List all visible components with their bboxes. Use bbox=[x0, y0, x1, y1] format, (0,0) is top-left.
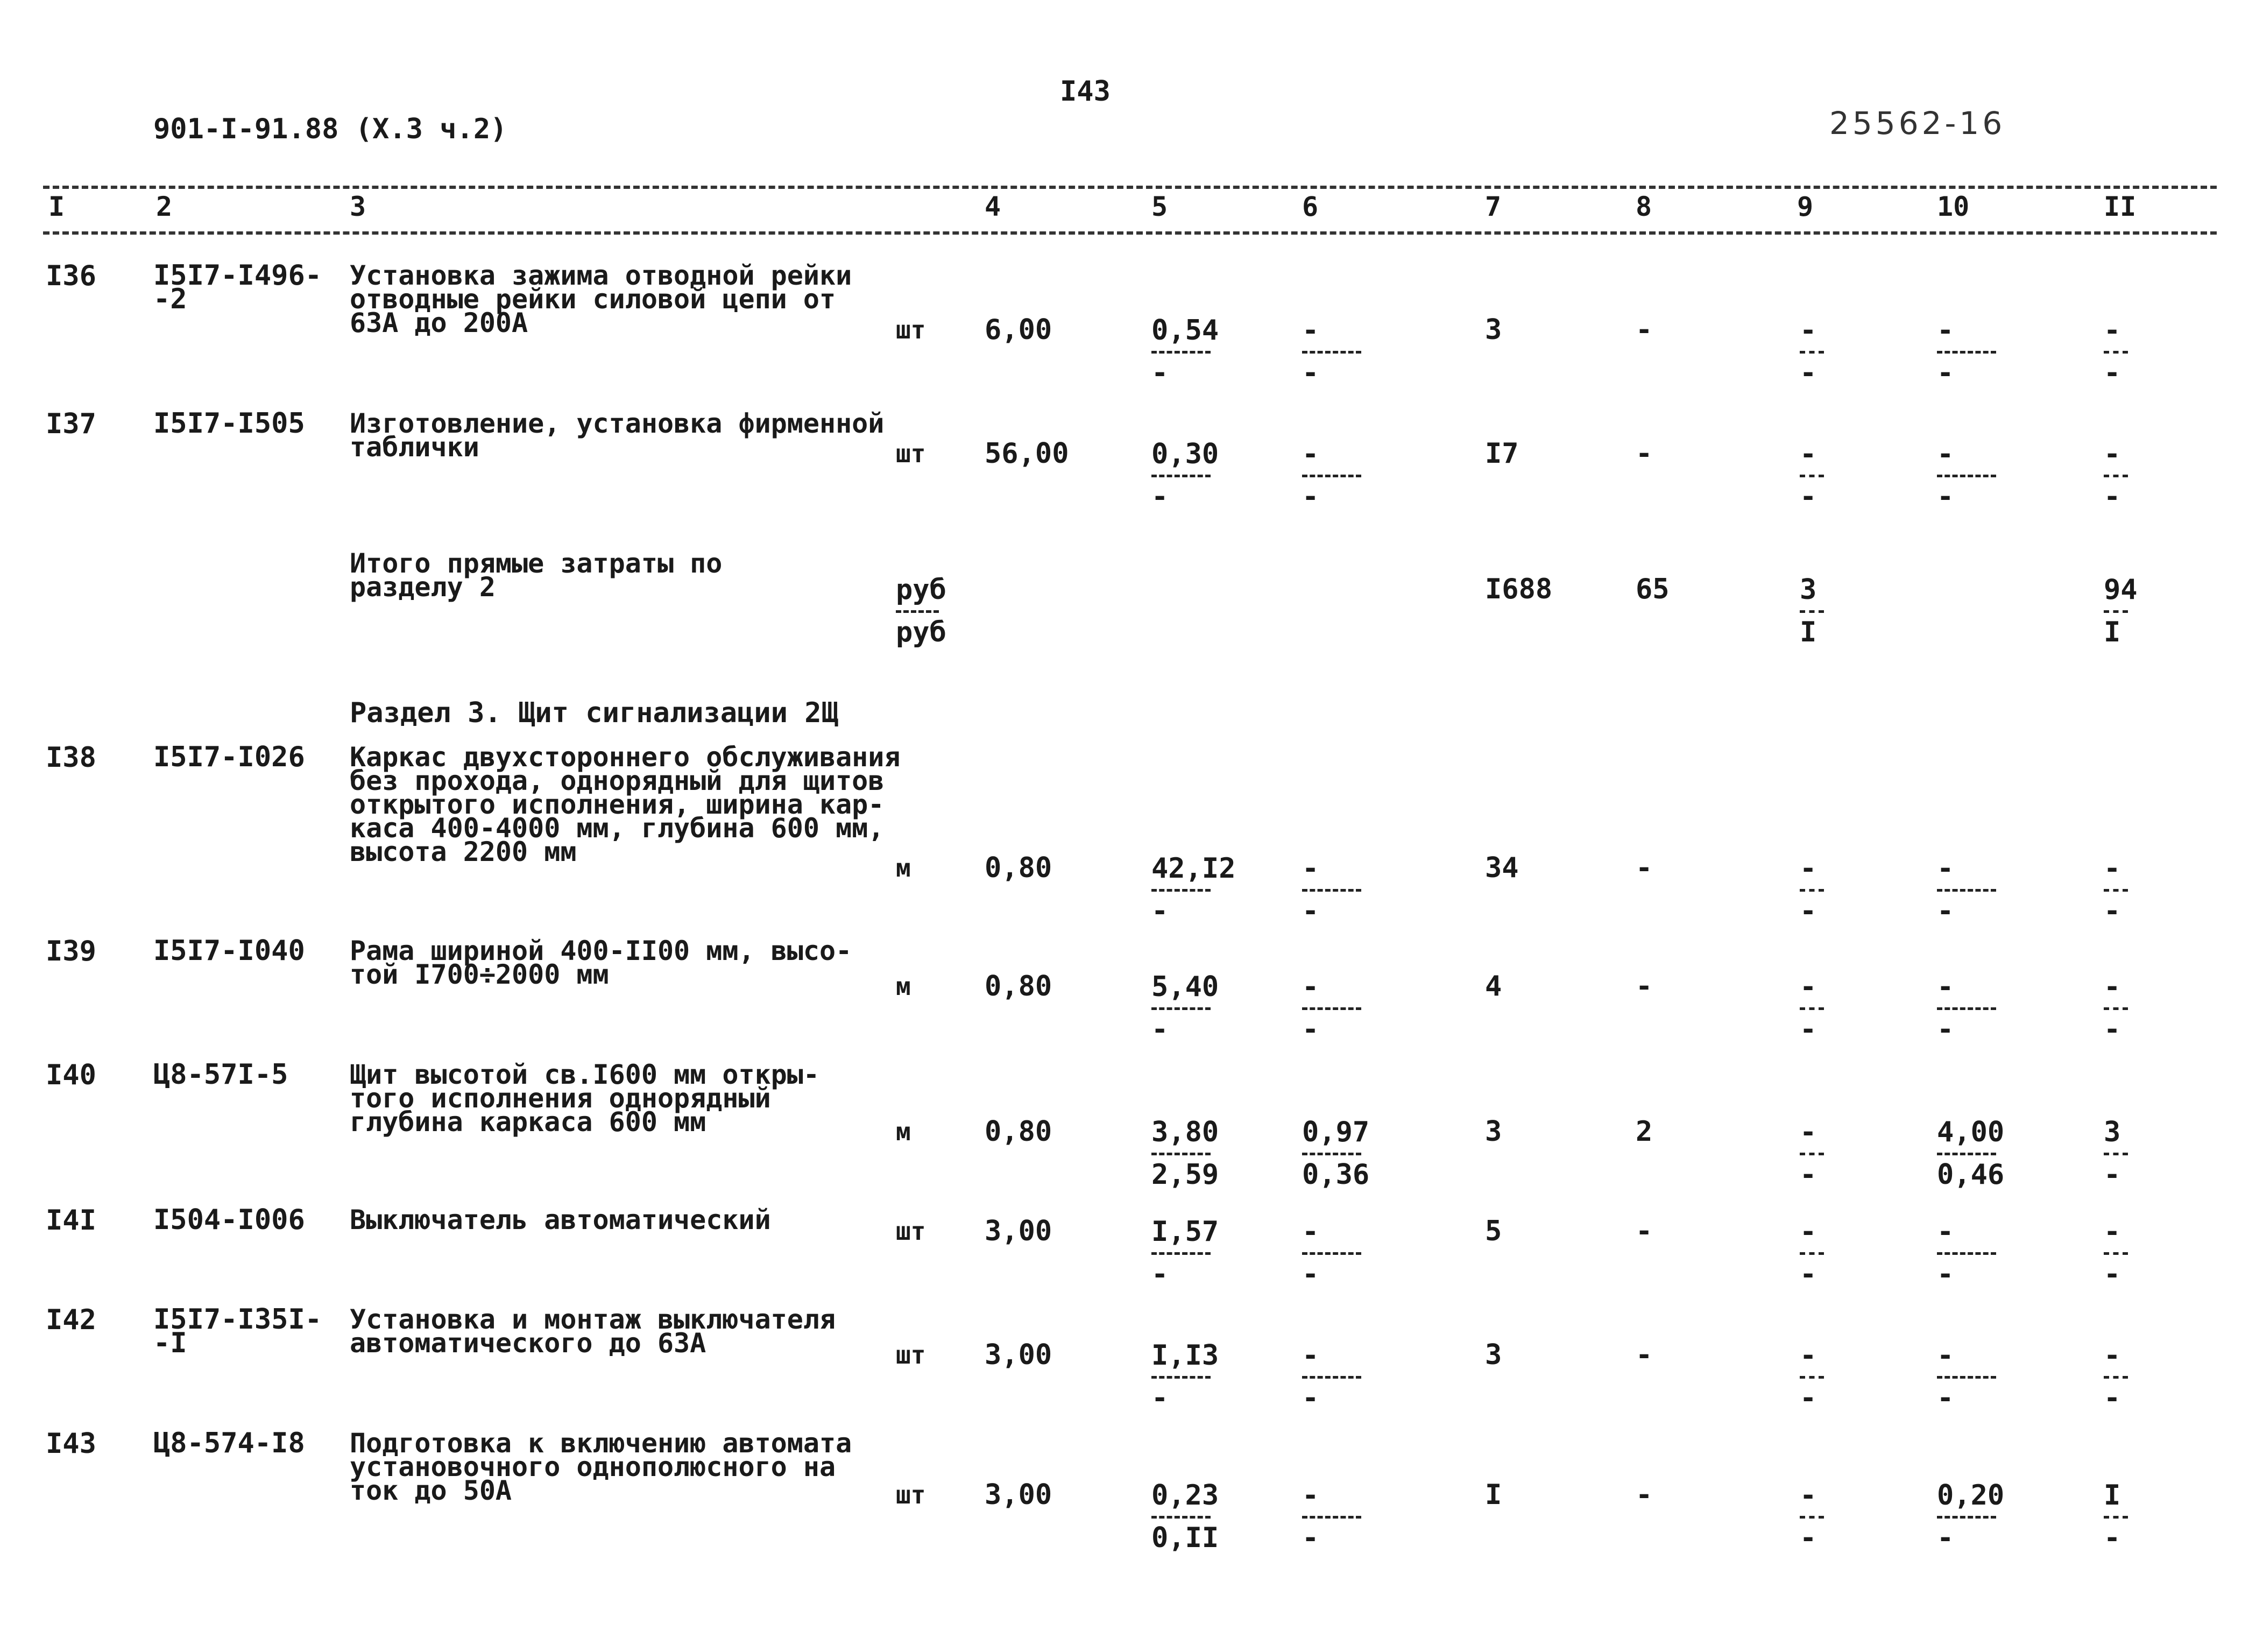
row-col10-bottom: - bbox=[1937, 895, 1954, 927]
row-col6-top: - bbox=[1302, 971, 1319, 1003]
row-col9-bottom: - bbox=[1800, 895, 1817, 927]
row-col11 bbox=[2104, 1118, 2128, 1189]
row-number: I42 bbox=[46, 1304, 96, 1336]
row-col5-top: 0,23 bbox=[1151, 1479, 1219, 1512]
fraction-bar bbox=[1800, 1516, 1824, 1519]
row-description: Выключатель автоматический bbox=[350, 1204, 771, 1236]
row-col9-top: - bbox=[1800, 1339, 1817, 1372]
row-col9-top: - bbox=[1800, 971, 1817, 1003]
row-col11-bottom: - bbox=[2104, 1013, 2121, 1046]
row-col10 bbox=[1937, 852, 1996, 927]
row-code: I5I7-I505 bbox=[153, 407, 305, 440]
row-col11-top: - bbox=[2104, 852, 2121, 885]
row-col6 bbox=[1302, 316, 1361, 387]
row-col9-top: - bbox=[1800, 1479, 1817, 1512]
row-col5-bottom: - bbox=[1151, 895, 1169, 927]
row-col9-bottom: - bbox=[1800, 1258, 1817, 1290]
row-col11-top: I bbox=[2104, 1479, 2121, 1512]
row-col5 bbox=[1151, 1218, 1219, 1288]
row-col9 bbox=[1800, 971, 1824, 1046]
row-col5-top: 42,I2 bbox=[1151, 852, 1236, 885]
row-col6-top: - bbox=[1302, 1216, 1319, 1248]
fraction-bar bbox=[2104, 1007, 2128, 1010]
row-col10 bbox=[1937, 316, 1996, 387]
col-header-7: 7 bbox=[1485, 191, 1502, 222]
col-header-4: 4 bbox=[985, 191, 1001, 222]
row-col10-top: - bbox=[1937, 438, 1954, 470]
row-col9-top: - bbox=[1800, 852, 1817, 885]
row-quantity: 56,00 bbox=[985, 437, 1069, 470]
row-col5 bbox=[1151, 440, 1219, 511]
row-col10 bbox=[1937, 971, 1996, 1046]
fraction-bar bbox=[1302, 889, 1361, 892]
page-number: I43 bbox=[1060, 75, 1111, 108]
subtotal-unit-top: руб bbox=[896, 574, 946, 606]
row-description: Рама шириной 400-II00 мм, высо- той I700÷2000 мм bbox=[350, 935, 852, 990]
row-col5-bottom: - bbox=[1151, 481, 1169, 513]
row-col7: 5 bbox=[1485, 1215, 1502, 1247]
row-col6-bottom: - bbox=[1302, 1382, 1319, 1414]
fraction-bar bbox=[1800, 610, 1824, 613]
row-col6-bottom: - bbox=[1302, 357, 1319, 389]
row-col8: - bbox=[1636, 1339, 1653, 1371]
row-col11 bbox=[2104, 971, 2128, 1046]
row-col9-bottom: - bbox=[1800, 357, 1817, 389]
row-col8: - bbox=[1636, 852, 1653, 884]
fraction-bar bbox=[1800, 475, 1824, 477]
row-col5-bottom: - bbox=[1151, 1258, 1169, 1290]
row-col6-top: - bbox=[1302, 314, 1319, 347]
col-header-3: 3 bbox=[350, 191, 366, 222]
row-description: Установка и монтаж выключателя автоматического до 63А bbox=[350, 1304, 836, 1359]
row-col9 bbox=[1800, 852, 1824, 927]
row-col10-bottom: - bbox=[1937, 1258, 1954, 1290]
row-col6 bbox=[1302, 971, 1361, 1046]
row-col10-top: - bbox=[1937, 1216, 1954, 1248]
row-col8: - bbox=[1636, 970, 1653, 1003]
col-header-1: I bbox=[48, 191, 65, 222]
col-header-8: 8 bbox=[1636, 191, 1652, 222]
row-col9 bbox=[1800, 1218, 1824, 1288]
row-col8: - bbox=[1636, 314, 1653, 346]
row-col11-bottom: - bbox=[2104, 481, 2121, 513]
row-col10-top: - bbox=[1937, 852, 1954, 885]
row-col11-bottom: - bbox=[2104, 1522, 2121, 1554]
row-col6 bbox=[1302, 1218, 1361, 1288]
row-col6-top: - bbox=[1302, 1479, 1319, 1512]
fraction-bar bbox=[1302, 351, 1361, 354]
row-col11 bbox=[2104, 1218, 2128, 1288]
row-col5-bottom: - bbox=[1151, 1013, 1169, 1046]
row-col9 bbox=[1800, 440, 1824, 511]
row-unit: м bbox=[896, 853, 911, 883]
col-header-11: II bbox=[2104, 191, 2137, 222]
row-col11-top: - bbox=[2104, 438, 2121, 470]
row-col5 bbox=[1151, 852, 1236, 927]
col-header-10: 10 bbox=[1937, 191, 1970, 222]
row-col8: - bbox=[1636, 437, 1653, 470]
row-col5-top: I,I3 bbox=[1151, 1339, 1219, 1372]
row-col11 bbox=[2104, 1339, 2128, 1414]
section-title: Раздел 3. Щит сигнализации 2Щ bbox=[350, 697, 838, 729]
row-col11 bbox=[2104, 852, 2128, 927]
row-number: I38 bbox=[46, 742, 96, 774]
row-unit: шт bbox=[896, 439, 926, 468]
row-code: I5I7-I496- -2 bbox=[153, 259, 322, 315]
col-header-5: 5 bbox=[1151, 191, 1168, 222]
fraction-bar bbox=[1800, 1007, 1824, 1010]
row-col10 bbox=[1937, 440, 1996, 511]
fraction-bar bbox=[1937, 475, 1996, 477]
row-col9 bbox=[1800, 1481, 1824, 1552]
fraction-bar bbox=[896, 610, 939, 613]
fraction-bar bbox=[1800, 1153, 1824, 1155]
subtotal-unit bbox=[896, 576, 946, 646]
fraction-bar bbox=[2104, 1153, 2128, 1155]
row-quantity: 0,80 bbox=[985, 852, 1052, 884]
fraction-bar bbox=[1151, 1007, 1211, 1010]
row-col6-bottom: 0,36 bbox=[1302, 1159, 1370, 1191]
row-col9 bbox=[1800, 316, 1824, 387]
row-description: Изготовление, установка фирменной таблички bbox=[350, 408, 885, 463]
row-col5-top: 3,80 bbox=[1151, 1116, 1219, 1148]
row-col9-bottom: - bbox=[1800, 481, 1817, 513]
fraction-bar bbox=[1151, 1376, 1211, 1379]
row-col6-bottom: - bbox=[1302, 1258, 1319, 1290]
fraction-bar bbox=[1302, 475, 1361, 477]
fraction-bar bbox=[1937, 1153, 1996, 1155]
fraction-bar bbox=[2104, 1376, 2128, 1379]
row-col5 bbox=[1151, 1481, 1219, 1552]
row-col11-bottom: - bbox=[2104, 357, 2121, 389]
row-col8: - bbox=[1636, 1215, 1653, 1247]
fraction-bar bbox=[2104, 1516, 2128, 1519]
row-col10-top: - bbox=[1937, 971, 1954, 1003]
row-col11 bbox=[2104, 316, 2128, 387]
row-unit: шт bbox=[896, 315, 926, 344]
fraction-bar bbox=[1800, 351, 1824, 354]
subtotal-col8: 65 bbox=[1636, 573, 1670, 605]
row-col11-bottom: - bbox=[2104, 1258, 2121, 1290]
row-description: Подготовка к включению автомата установочного однополюсного на ток до 50А bbox=[350, 1428, 852, 1506]
row-col6-bottom: - bbox=[1302, 1013, 1319, 1046]
row-col10-bottom: - bbox=[1937, 1382, 1954, 1414]
row-unit: м bbox=[896, 1117, 911, 1146]
row-description: Каркас двухстороннего обслуживания без прохода, однорядный для щитов открытого исполнения, ширина кар- каса 400-4000 мм, глубина 600 мм, высота 2200 мм bbox=[350, 742, 901, 867]
fraction-bar bbox=[1937, 351, 1996, 354]
row-col10-top: - bbox=[1937, 314, 1954, 347]
subtotal-col11 bbox=[2104, 576, 2138, 646]
row-col9 bbox=[1800, 1339, 1824, 1414]
row-unit: шт bbox=[896, 1480, 926, 1509]
fraction-bar bbox=[1302, 1153, 1361, 1155]
document-stamp: 25562-16 bbox=[1829, 105, 2006, 142]
row-col9-top: - bbox=[1800, 314, 1817, 347]
row-col11-top: 3 bbox=[2104, 1116, 2121, 1148]
row-number: I37 bbox=[46, 408, 96, 440]
row-number: I36 bbox=[46, 260, 96, 292]
row-number: I4I bbox=[46, 1204, 96, 1237]
fraction-bar bbox=[1800, 1252, 1824, 1255]
row-col10 bbox=[1937, 1218, 1996, 1288]
row-col9-bottom: - bbox=[1800, 1382, 1817, 1414]
row-col6-bottom: - bbox=[1302, 1522, 1319, 1554]
row-col6 bbox=[1302, 1118, 1369, 1189]
row-col6-top: - bbox=[1302, 852, 1319, 885]
fraction-bar bbox=[1151, 1153, 1211, 1155]
fraction-bar bbox=[2104, 475, 2128, 477]
subtotal-col11-bottom: I bbox=[2104, 616, 2121, 648]
row-col9-bottom: - bbox=[1800, 1159, 1817, 1191]
row-code: I5I7-I026 bbox=[153, 741, 305, 773]
row-quantity: 0,80 bbox=[985, 1116, 1052, 1148]
fraction-bar bbox=[2104, 610, 2128, 613]
row-quantity: 3,00 bbox=[985, 1339, 1052, 1371]
col-header-9: 9 bbox=[1797, 191, 1814, 222]
header-bottom-rule bbox=[43, 231, 2217, 235]
row-col11-top: - bbox=[2104, 1216, 2121, 1248]
subtotal-col9-bottom: I bbox=[1800, 616, 1817, 648]
subtotal-unit-bottom: руб bbox=[896, 616, 946, 648]
subtotal-col9-top: 3 bbox=[1800, 574, 1817, 606]
row-col9-top: - bbox=[1800, 438, 1817, 470]
row-col5 bbox=[1151, 1339, 1219, 1414]
subtotal-col9 bbox=[1800, 576, 1824, 646]
row-col10-bottom: - bbox=[1937, 481, 1954, 513]
row-col7: I bbox=[1485, 1479, 1502, 1511]
row-col9 bbox=[1800, 1118, 1824, 1189]
fraction-bar bbox=[1151, 1252, 1211, 1255]
row-number: I39 bbox=[46, 935, 96, 968]
row-col5-top: 0,30 bbox=[1151, 438, 1219, 470]
row-col6 bbox=[1302, 852, 1361, 927]
row-col10-bottom: - bbox=[1937, 1013, 1954, 1046]
row-col5 bbox=[1151, 971, 1219, 1046]
fraction-bar bbox=[1800, 1376, 1824, 1379]
row-code: Ц8-574-I8 bbox=[153, 1427, 305, 1459]
row-col6-bottom: - bbox=[1302, 895, 1319, 927]
row-col7: 4 bbox=[1485, 970, 1502, 1003]
row-col5-top: 0,54 bbox=[1151, 314, 1219, 347]
fraction-bar bbox=[1937, 889, 1996, 892]
row-col5-top: I,57 bbox=[1151, 1216, 1219, 1248]
row-quantity: 6,00 bbox=[985, 314, 1052, 346]
fraction-bar bbox=[1302, 1007, 1361, 1010]
row-col7: 3 bbox=[1485, 314, 1502, 346]
row-col8: 2 bbox=[1636, 1116, 1653, 1148]
row-col5-bottom: 0,II bbox=[1151, 1522, 1219, 1554]
row-col7: 34 bbox=[1485, 852, 1519, 884]
fraction-bar bbox=[1937, 1252, 1996, 1255]
subtotal-label: Итого прямые затраты по разделу 2 bbox=[350, 548, 723, 603]
row-col5-bottom: 2,59 bbox=[1151, 1159, 1219, 1191]
row-col7: 3 bbox=[1485, 1339, 1502, 1371]
row-col11-top: - bbox=[2104, 314, 2121, 347]
row-col10-top: - bbox=[1937, 1339, 1954, 1372]
fraction-bar bbox=[1937, 1007, 1996, 1010]
fraction-bar bbox=[1937, 1376, 1996, 1379]
row-col8: - bbox=[1636, 1479, 1653, 1511]
row-col7: 3 bbox=[1485, 1116, 1502, 1148]
row-unit: м bbox=[896, 972, 911, 1001]
row-unit: шт bbox=[896, 1340, 926, 1369]
row-col5-top: 5,40 bbox=[1151, 971, 1219, 1003]
row-col10-bottom: 0,46 bbox=[1937, 1159, 2005, 1191]
row-col9-bottom: - bbox=[1800, 1522, 1817, 1554]
row-col10-bottom: - bbox=[1937, 1522, 1954, 1554]
subtotal-col11-top: 94 bbox=[2104, 574, 2138, 606]
fraction-bar bbox=[1151, 1516, 1211, 1519]
row-col5 bbox=[1151, 1118, 1219, 1189]
row-quantity: 3,00 bbox=[985, 1479, 1052, 1511]
row-code: Ц8-57I-5 bbox=[153, 1058, 288, 1091]
row-col6-top: - bbox=[1302, 1339, 1319, 1372]
row-col11 bbox=[2104, 440, 2128, 511]
row-col10 bbox=[1937, 1481, 2004, 1552]
fraction-bar bbox=[2104, 889, 2128, 892]
row-col11-top: - bbox=[2104, 1339, 2121, 1372]
row-number: I40 bbox=[46, 1059, 96, 1091]
header-top-rule bbox=[43, 186, 2217, 189]
row-col9-top: - bbox=[1800, 1216, 1817, 1248]
col-header-2: 2 bbox=[156, 191, 173, 222]
fraction-bar bbox=[1800, 889, 1824, 892]
row-code: I504-I006 bbox=[153, 1204, 305, 1236]
fraction-bar bbox=[1151, 889, 1211, 892]
fraction-bar bbox=[1302, 1252, 1361, 1255]
row-col6-top: 0,97 bbox=[1302, 1116, 1370, 1148]
row-col11 bbox=[2104, 1481, 2128, 1552]
row-code: I5I7-I040 bbox=[153, 935, 305, 967]
row-description: Щит высотой св.I600 мм откры- того исполнения однорядный глубина каркаса 600 мм bbox=[350, 1059, 819, 1138]
row-col11-top: - bbox=[2104, 971, 2121, 1003]
fraction-bar bbox=[1937, 1516, 1996, 1519]
fraction-bar bbox=[2104, 1252, 2128, 1255]
row-col10-bottom: - bbox=[1937, 357, 1954, 389]
row-col9-bottom: - bbox=[1800, 1013, 1817, 1046]
col-header-6: 6 bbox=[1302, 191, 1319, 222]
row-col10-top: 0,20 bbox=[1937, 1479, 2005, 1512]
row-col11-bottom: - bbox=[2104, 1382, 2121, 1414]
fraction-bar bbox=[1151, 475, 1211, 477]
row-description: Установка зажима отводной рейки отводные рейки силовой цепи от 63А до 200А bbox=[350, 260, 852, 338]
row-col10 bbox=[1937, 1118, 2004, 1189]
subtotal-col7: I688 bbox=[1485, 573, 1553, 605]
row-col10-top: 4,00 bbox=[1937, 1116, 2005, 1148]
row-col6-bottom: - bbox=[1302, 481, 1319, 513]
row-col10 bbox=[1937, 1339, 1996, 1414]
row-col11-bottom: - bbox=[2104, 895, 2121, 927]
row-col9-top: - bbox=[1800, 1116, 1817, 1148]
row-col6 bbox=[1302, 440, 1361, 511]
row-col5-bottom: - bbox=[1151, 357, 1169, 389]
row-col11-bottom: - bbox=[2104, 1159, 2121, 1191]
fraction-bar bbox=[2104, 351, 2128, 354]
row-col5-bottom: - bbox=[1151, 1382, 1169, 1414]
row-code: I5I7-I35I- -I bbox=[153, 1303, 322, 1359]
fraction-bar bbox=[1151, 351, 1211, 354]
row-quantity: 3,00 bbox=[985, 1215, 1052, 1247]
row-quantity: 0,80 bbox=[985, 970, 1052, 1003]
row-number: I43 bbox=[46, 1428, 96, 1460]
document-code: 901-I-91.88 (X.3 ч.2) bbox=[153, 113, 507, 145]
row-col6 bbox=[1302, 1481, 1361, 1552]
row-col5 bbox=[1151, 316, 1219, 387]
fraction-bar bbox=[1302, 1516, 1361, 1519]
fraction-bar bbox=[1302, 1376, 1361, 1379]
row-unit: шт bbox=[896, 1217, 926, 1246]
row-col6-top: - bbox=[1302, 438, 1319, 470]
row-col6 bbox=[1302, 1339, 1361, 1414]
row-col7: I7 bbox=[1485, 437, 1519, 470]
